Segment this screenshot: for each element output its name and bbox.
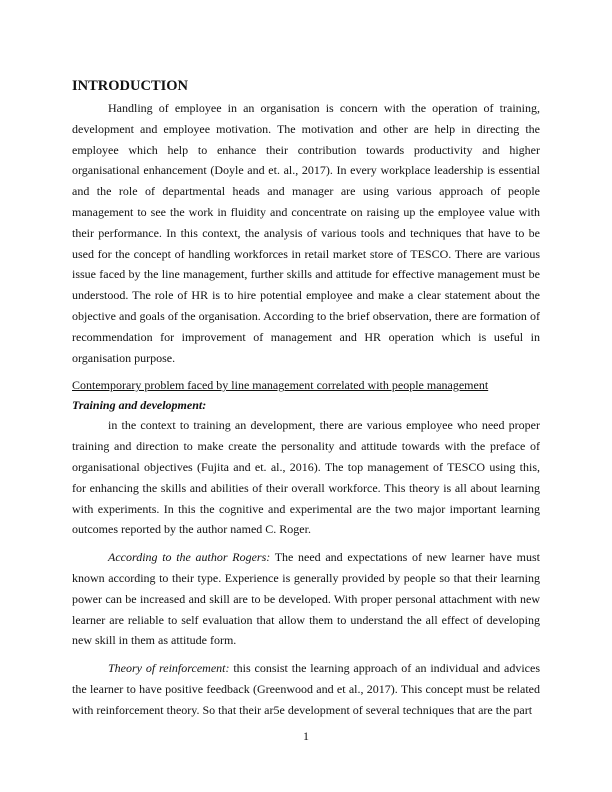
document-page: [72, 76, 540, 721]
reinforcement-label: Theory of reinforcement:: [108, 661, 230, 676]
page-number: 1: [303, 729, 309, 743]
reinforcement-paragraph: [72, 658, 540, 720]
rogers-text: The need and expectations of new learner have must known according to their type. Experience is generally provided by people so that their learning power can be increased and skill are to be developed. With proper personal attachment with new learner are reliable to self evaluation that allow them to understand the all effect of developing new skill in them as attitude form.: [72, 550, 540, 648]
rogers-paragraph: [72, 547, 540, 651]
section-title: Contemporary problem faced by line management correlated with people management: [72, 378, 489, 393]
reinforcement-text: this consist the learning approach of an individual and advices the learner to have positive feedback (Greenwood and et al., 2017). This concept must be related with reinforcement theory. So that their ar5e development of several techniques that are the part: [72, 661, 541, 717]
subsection-title: Training and development:: [72, 398, 207, 413]
rogers-label: According to the author Rogers:: [108, 550, 271, 565]
training-paragraph: in the context to training an development, there are various employee who need proper training and direction to make create the personality and attitude towards with the preface of organisational objectives (Fujita and et. al., 2016). The top management of TESCO using this, for enhancing the skills and abilities of their overall workforce. This theory is all about learning with experiments. In this the cognitive and experimental are the two major important learning outcomes reported by the author named C. Roger.: [72, 418, 540, 537]
intro-paragraph: Handling of employee in an organisation is concern with the operation of training, development and employee motivation. The motivation and other are help in directing the employee which help to enhance their contribution towards productivity and higher organisational enhancement (Doyle and et. al., 2017). In every workplace leadership is essential and the role of departmental heads and manager are using various approach of people management to see the work in fluidity and concentrate on raising up the employee value with their performance. In this context, the analysis of various tools and techniques that have to be used for the concept of handling workforces in retail market store of TESCO. There are various issue faced by the line management, further skills and attitude for effective management must be understood. The role of HR is to hire potential employee and make a clear statement about the objective and goals of the organisation. According to the brief observation, there are formation of recommendation for improvement of management and HR operation which is useful in organisation purpose.: [72, 101, 540, 365]
introduction-heading: INTRODUCTION: [72, 78, 189, 94]
